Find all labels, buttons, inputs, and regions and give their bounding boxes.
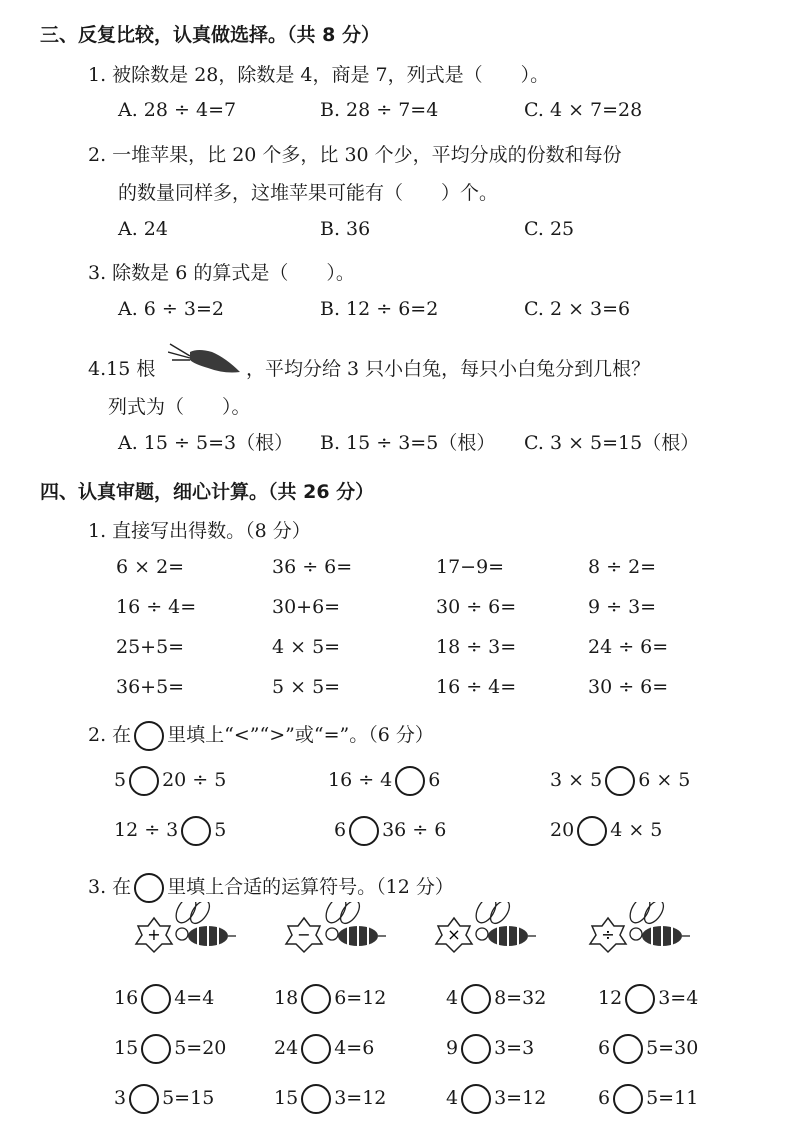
operator-item bbox=[274, 984, 386, 1014]
compare-circle[interactable] bbox=[181, 816, 211, 846]
q2-option-c: C. 25 bbox=[524, 218, 575, 240]
q4-prefix: 4.15 根 bbox=[88, 358, 156, 380]
section3-title: 三、反复比较，认真做选择。（共 8 分） bbox=[40, 24, 380, 46]
calc-r1-c4: 8 ÷ 2= bbox=[588, 556, 657, 578]
carrot-body bbox=[190, 350, 240, 373]
operator-right: 5=30 bbox=[646, 1037, 699, 1059]
compare-left: 20 bbox=[550, 819, 575, 841]
operator-item bbox=[598, 1034, 698, 1064]
operator-right: 4=4 bbox=[174, 987, 215, 1009]
operator-circle[interactable] bbox=[613, 1034, 643, 1064]
operator-right: 6=12 bbox=[334, 987, 387, 1009]
bee-icon bbox=[472, 902, 536, 946]
calc-r3-c4: 24 ÷ 6= bbox=[588, 636, 669, 658]
calc-r4-c1: 36+5= bbox=[116, 676, 185, 698]
calc-r3-c1: 25+5= bbox=[116, 636, 185, 658]
q4-suffix: ，平均分给 3 只小白兔，每只小白兔分到几根？ bbox=[246, 358, 651, 380]
q1-option-a: A. 28 ÷ 4=7 bbox=[118, 99, 237, 121]
operator-circle[interactable] bbox=[613, 1084, 643, 1114]
operator-circle[interactable] bbox=[141, 984, 171, 1014]
q4-option-b: B. 15 ÷ 3=5（根） bbox=[320, 432, 496, 454]
compare-item bbox=[550, 766, 690, 796]
operator-item bbox=[114, 984, 214, 1014]
compare-right: 5 bbox=[214, 819, 227, 841]
compare-item bbox=[550, 816, 662, 846]
compare-circle[interactable] bbox=[395, 766, 425, 796]
q2-option-a: A. 24 bbox=[118, 218, 168, 240]
q4-option-c: C. 3 × 5=15（根） bbox=[524, 432, 700, 454]
compare-right: 6 × 5 bbox=[638, 769, 691, 791]
operator-circle[interactable] bbox=[461, 1034, 491, 1064]
operator-right: 3=3 bbox=[494, 1037, 535, 1059]
answer-circle-icon bbox=[134, 721, 164, 751]
operator-symbol: − bbox=[297, 925, 311, 944]
q2-option-b: B. 36 bbox=[320, 218, 371, 240]
operator-left: 6 bbox=[598, 1037, 611, 1059]
operator-right: 3=12 bbox=[334, 1087, 387, 1109]
operator-item bbox=[598, 984, 698, 1014]
carrot-icon bbox=[168, 342, 242, 382]
calc-r4-c3: 16 ÷ 4= bbox=[436, 676, 517, 698]
operator-symbol: × bbox=[447, 925, 461, 944]
p2-title-post: 里填上“<”“>”或“=”。（6 分） bbox=[167, 724, 434, 746]
compare-circle[interactable] bbox=[605, 766, 635, 796]
operator-right: 5=15 bbox=[162, 1087, 215, 1109]
operator-circle[interactable] bbox=[129, 1084, 159, 1114]
operator-right: 5=20 bbox=[174, 1037, 227, 1059]
operator-symbol: ÷ bbox=[601, 925, 615, 944]
compare-left: 12 ÷ 3 bbox=[114, 819, 179, 841]
bee-icon bbox=[172, 902, 236, 946]
section4-title: 四、认真审题，细心计算。（共 26 分） bbox=[40, 481, 375, 503]
calc-r2-c4: 9 ÷ 3= bbox=[588, 596, 657, 618]
compare-right: 20 ÷ 5 bbox=[162, 769, 227, 791]
q3-option-a: A. 6 ÷ 3=2 bbox=[118, 298, 224, 320]
calc-r4-c2: 5 × 5= bbox=[272, 676, 341, 698]
operator-circle[interactable] bbox=[461, 984, 491, 1014]
operator-left: 15 bbox=[114, 1037, 139, 1059]
operator-item bbox=[114, 1034, 226, 1064]
calc-r2-c2: 30+6= bbox=[272, 596, 341, 618]
compare-left: 3 × 5 bbox=[550, 769, 603, 791]
calc-r3-c3: 18 ÷ 3= bbox=[436, 636, 517, 658]
q1-option-b: B. 28 ÷ 7=4 bbox=[320, 99, 439, 121]
operator-circle[interactable] bbox=[301, 984, 331, 1014]
bee-icon bbox=[322, 902, 386, 946]
operator-item bbox=[446, 1034, 534, 1064]
compare-right: 4 × 5 bbox=[610, 819, 663, 841]
star-bee-times-icon bbox=[428, 902, 538, 964]
compare-item bbox=[114, 766, 226, 796]
operator-right: 5=11 bbox=[646, 1087, 699, 1109]
q4-option-a: A. 15 ÷ 5=3（根） bbox=[118, 432, 294, 454]
calc-r4-c4: 30 ÷ 6= bbox=[588, 676, 669, 698]
calc-r1-c1: 6 × 2= bbox=[116, 556, 185, 578]
q3-option-c: C. 2 × 3=6 bbox=[524, 298, 631, 320]
compare-left: 6 bbox=[334, 819, 347, 841]
compare-item bbox=[328, 766, 440, 796]
q2-text-line2: 的数量同样多，这堆苹果可能有（ ）个。 bbox=[118, 182, 499, 204]
operator-circle[interactable] bbox=[461, 1084, 491, 1114]
operator-item bbox=[446, 1084, 546, 1114]
operator-left: 24 bbox=[274, 1037, 299, 1059]
operator-left: 12 bbox=[598, 987, 623, 1009]
compare-item bbox=[114, 816, 226, 846]
q4-text-line2: 列式为（ ）。 bbox=[108, 396, 251, 418]
star-bee-divide-icon bbox=[582, 902, 692, 964]
operator-item bbox=[446, 984, 546, 1014]
operator-symbol: + bbox=[147, 925, 161, 944]
answer-circle-icon bbox=[134, 873, 164, 903]
p3-title-pre: 3. 在 bbox=[88, 876, 132, 898]
operator-circle[interactable] bbox=[301, 1084, 331, 1114]
operator-left: 18 bbox=[274, 987, 299, 1009]
calc-r1-c3: 17−9= bbox=[436, 556, 505, 578]
q3-option-b: B. 12 ÷ 6=2 bbox=[320, 298, 439, 320]
compare-left: 16 ÷ 4 bbox=[328, 769, 393, 791]
operator-left: 15 bbox=[274, 1087, 299, 1109]
star-bee-minus-icon bbox=[278, 902, 388, 964]
operator-left: 4 bbox=[446, 987, 459, 1009]
p3-title bbox=[88, 872, 454, 903]
operator-left: 4 bbox=[446, 1087, 459, 1109]
compare-right: 6 bbox=[428, 769, 441, 791]
calc-r1-c2: 36 ÷ 6= bbox=[272, 556, 353, 578]
operator-item bbox=[114, 1084, 214, 1114]
p2-title-pre: 2. 在 bbox=[88, 724, 132, 746]
operator-right: 4=6 bbox=[334, 1037, 375, 1059]
p2-title bbox=[88, 720, 434, 751]
carrot-leaves bbox=[168, 344, 190, 360]
q1-text: 1. 被除数是 28，除数是 4，商是 7，列式是（ ）。 bbox=[88, 64, 550, 86]
p1-title: 1. 直接写出得数。（8 分） bbox=[88, 520, 311, 542]
operator-left: 16 bbox=[114, 987, 139, 1009]
calc-r2-c3: 30 ÷ 6= bbox=[436, 596, 517, 618]
q2-text-line1: 2. 一堆苹果，比 20 个多，比 30 个少，平均分成的份数和每份 bbox=[88, 144, 622, 166]
star-bee-plus-icon bbox=[128, 902, 238, 964]
operator-item bbox=[598, 1084, 698, 1114]
operator-right: 8=32 bbox=[494, 987, 547, 1009]
q1-option-c: C. 4 × 7=28 bbox=[524, 99, 643, 121]
compare-circle[interactable] bbox=[577, 816, 607, 846]
calc-r3-c2: 4 × 5= bbox=[272, 636, 341, 658]
operator-item bbox=[274, 1084, 386, 1114]
operator-right: 3=4 bbox=[658, 987, 699, 1009]
calc-r2-c1: 16 ÷ 4= bbox=[116, 596, 197, 618]
q3-text: 3. 除数是 6 的算式是（ ）。 bbox=[88, 262, 355, 284]
operator-circle[interactable] bbox=[141, 1034, 171, 1064]
compare-circle[interactable] bbox=[349, 816, 379, 846]
operator-right: 3=12 bbox=[494, 1087, 547, 1109]
compare-circle[interactable] bbox=[129, 766, 159, 796]
compare-left: 5 bbox=[114, 769, 127, 791]
operator-item bbox=[274, 1034, 374, 1064]
operator-circle[interactable] bbox=[625, 984, 655, 1014]
operator-left: 6 bbox=[598, 1087, 611, 1109]
p3-title-post: 里填上合适的运算符号。（12 分） bbox=[167, 876, 454, 898]
operator-circle[interactable] bbox=[301, 1034, 331, 1064]
bee-icon bbox=[626, 902, 690, 946]
operator-left: 9 bbox=[446, 1037, 459, 1059]
operator-left: 3 bbox=[114, 1087, 127, 1109]
compare-right: 36 ÷ 6 bbox=[382, 819, 447, 841]
compare-item bbox=[334, 816, 446, 846]
